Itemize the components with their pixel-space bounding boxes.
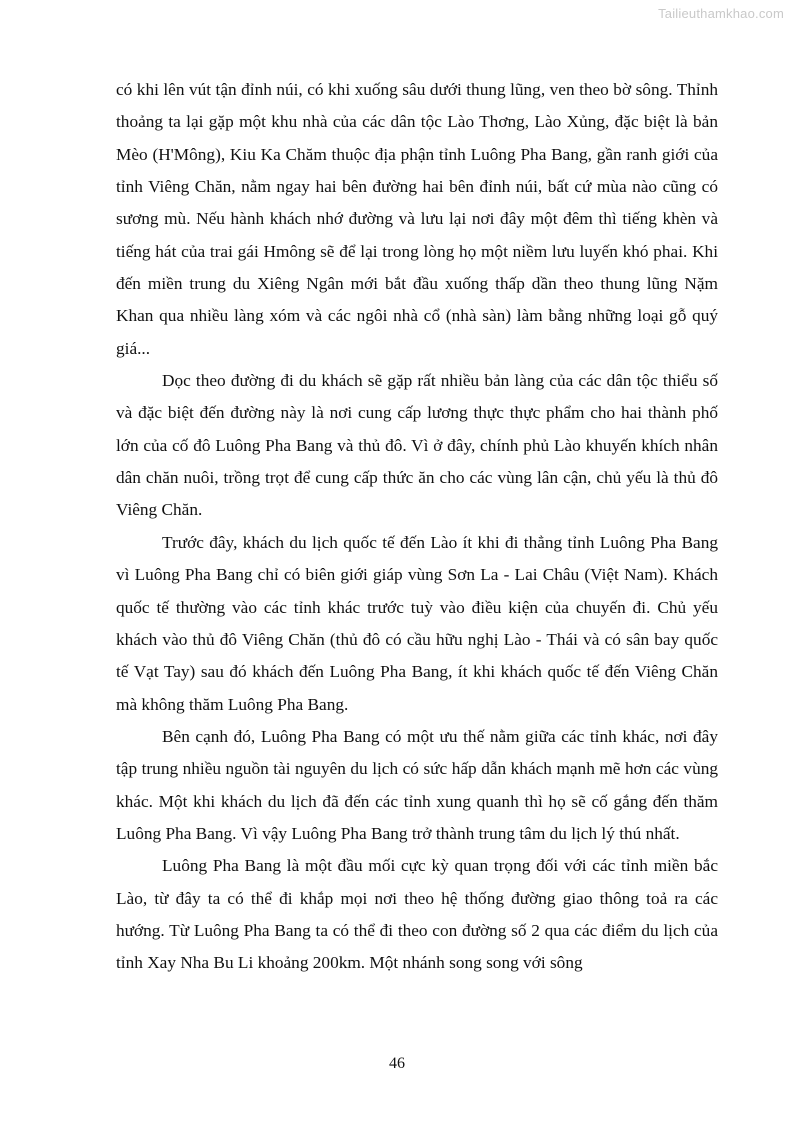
paragraph-continuation: có khi lên vút tận đỉnh núi, có khi xuống sâu dưới thung lũng, ven theo bờ sông. Thỉnh thoảng ta lại gặp một khu nhà của các dân tộc Lào Thơng, Lào Xủng, đặc biệt là bản Mèo (H'Mông), Kiu Ka Chăm thuộc địa phận tỉnh Luông Pha Bang, gần ranh giới của tỉnh Viêng Chăn, nằm ngay hai bên đường hai bên đỉnh núi, bất cứ mùa nào cũng có sương mù. Nếu hành khách nhớ đường và lưu lại nơi đây một đêm thì tiếng khèn và tiếng hát của trai gái Hmông sẽ để lại trong lòng họ một niềm lưu luyến khó phai. Khi đến miền trung du Xiêng Ngân mới bắt đầu xuống thấp dần theo thung lũng Nặm Khan qua nhiều làng xóm và các ngôi nhà cổ (nhà sàn) làm bằng những loại gỗ quý giá...	[116, 80, 718, 358]
paragraph: Trước đây, khách du lịch quốc tế đến Lào ít khi đi thẳng tỉnh Luông Pha Bang vì Luông Pha Bang chỉ có biên giới giáp vùng Sơn La - Lai Châu (Việt Nam). Khách quốc tế thường vào các tỉnh khác trước tuỳ vào điều kiện của chuyến đi. Chủ yếu khách vào thủ đô Viêng Chăn (thủ đô có cầu hữu nghị Lào - Thái và có sân bay quốc tế Vạt Tay) sau đó khách đến Luông Pha Bang, ít khi khách quốc tế đến Viêng Chăn mà không thăm Luông Pha Bang.	[116, 532, 718, 714]
paragraph: Bên cạnh đó, Luông Pha Bang có một ưu thế nằm giữa các tỉnh khác, nơi đây tập trung nhiều nguồn tài nguyên du lịch có sức hấp dẫn khách mạnh mẽ hơn các vùng khác. Một khi khách du lịch đã đến các tỉnh xung quanh thì họ sẽ cố gắng đến thăm Luông Pha Bang. Vì vậy Luông Pha Bang trở thành trung tâm du lịch lý thú nhất.	[116, 726, 718, 843]
paragraph: Luông Pha Bang là một đầu mối cực kỳ quan trọng đối với các tỉnh miền bắc Lào, từ đây ta có thể đi khắp mọi nơi theo hệ thống đường giao thông toả ra các hướng. Từ Luông Pha Bang ta có thể đi theo con đường số 2 qua các điểm du lịch của tỉnh Xay Nha Bu Li khoảng 200km. Một nhánh song song với sông	[116, 856, 718, 973]
page-number: 46	[389, 1055, 405, 1072]
paragraph: Dọc theo đường đi du khách sẽ gặp rất nhiều bản làng của các dân tộc thiểu số và đặc biệt đến đường này là nơi cung cấp lương thực thực phẩm cho hai thành phố lớn của cố đô Luông Pha Bang và thủ đô. Vì ở đây, chính phủ Lào khuyến khích nhân dân chăn nuôi, trồng trọt để cung cấp thức ăn cho các vùng lân cận, chủ yếu là thủ đô Viêng Chăn.	[116, 371, 718, 520]
watermark-text: Tailieuthamkhao.com	[658, 6, 784, 21]
document-body	[116, 74, 718, 980]
